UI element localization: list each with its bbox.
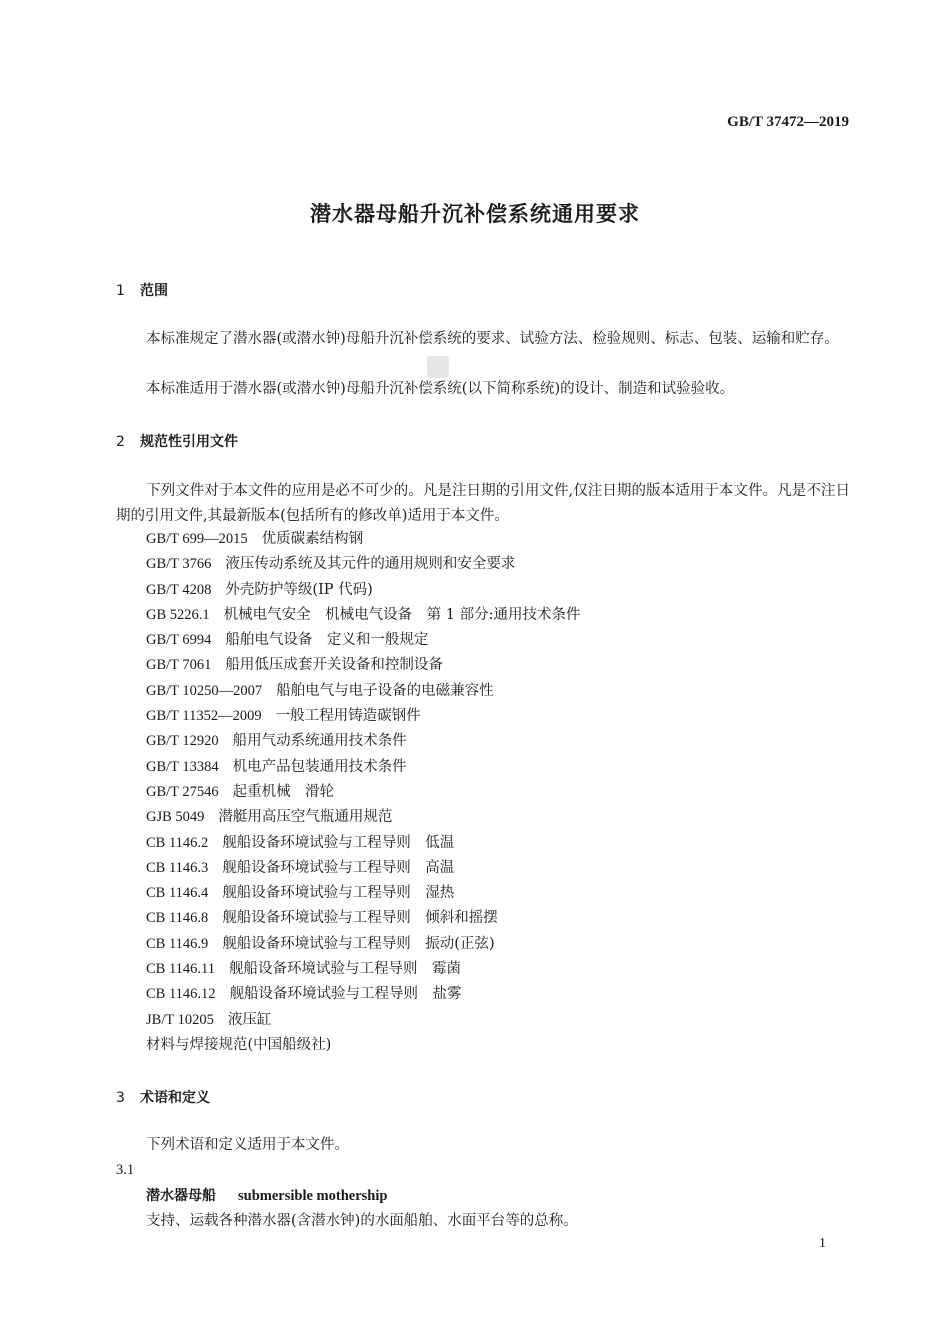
page-number: 1 xyxy=(819,1236,826,1251)
reference-item xyxy=(146,755,580,780)
reference-item xyxy=(146,780,580,805)
reference-code: GB/T 699—2015 xyxy=(146,531,248,547)
reference-code: CB 1146.3 xyxy=(146,859,209,876)
reference-item xyxy=(146,805,580,830)
reference-code: CB 1146.8 xyxy=(146,910,209,927)
reference-item xyxy=(146,957,580,982)
reference-title: 外壳防护等级(IP 代码) xyxy=(225,581,373,598)
reference-item xyxy=(146,856,580,881)
reference-title: 优质碳素结构钢 xyxy=(261,531,364,547)
term-chinese: 潜水器母船 xyxy=(146,1188,216,1204)
reference-code: CB 1146.4 xyxy=(146,885,209,902)
section-heading-scope xyxy=(116,280,168,300)
reference-item xyxy=(146,603,580,628)
reference-item xyxy=(146,932,580,957)
reference-item xyxy=(146,982,580,1007)
reference-title: 舰船设备环境试验与工程导则 振动(正弦) xyxy=(222,935,495,952)
reference-code: GB 5226.1 xyxy=(146,606,210,623)
reference-code: GB/T 4208 xyxy=(146,581,212,598)
reference-code: GJB 5049 xyxy=(146,809,205,826)
standard-code: GB/T 37472—2019 xyxy=(727,114,849,130)
term-definition: 支持、运载各种潜水器(含潜水钟)的水面船舶、水面平台等的总称。 xyxy=(146,1213,578,1229)
reference-code: CB 1146.2 xyxy=(146,834,209,851)
reference-title: 船舶电气设备 定义和一般规定 xyxy=(225,632,429,649)
reference-title: 舰船设备环境试验与工程导则 霉菌 xyxy=(229,961,462,978)
reference-title: 机械电气安全 机械电气设备 第 1 部分:通用技术条件 xyxy=(223,606,581,623)
reference-title: 舰船设备环境试验与工程导则 盐雾 xyxy=(229,986,462,1003)
section-number: 2 xyxy=(116,434,125,450)
reference-code: CB 1146.11 xyxy=(146,961,216,978)
scan-smudge xyxy=(427,356,449,378)
reference-title: 潜艇用高压空气瓶通用规范 xyxy=(218,809,393,826)
reference-code: GB/T 10250—2007 xyxy=(146,682,263,699)
reference-code: GB/T 7061 xyxy=(146,657,212,674)
reference-code: CB 1146.12 xyxy=(146,986,216,1003)
reference-item xyxy=(146,704,580,729)
reference-code: GB/T 11352—2009 xyxy=(146,708,262,725)
reference-code: GB/T 13384 xyxy=(146,758,219,775)
section-title: 范围 xyxy=(140,283,168,299)
reference-item xyxy=(146,679,580,704)
reference-title: 液压缸 xyxy=(227,1011,272,1028)
reference-item xyxy=(146,831,580,856)
reference-code: GB/T 6994 xyxy=(146,632,212,649)
reference-title: 材料与焊接规范(中国船级社) xyxy=(146,1036,332,1053)
section-title: 规范性引用文件 xyxy=(140,434,238,450)
reference-title: 舰船设备环境试验与工程导则 湿热 xyxy=(222,885,455,902)
reference-item xyxy=(146,906,580,931)
document-title: 潜水器母船升沉补偿系统通用要求 xyxy=(310,202,640,226)
reference-item xyxy=(146,653,580,678)
reference-list xyxy=(146,527,580,1058)
reference-item xyxy=(146,527,580,552)
reference-item xyxy=(146,1033,580,1058)
term-english: submersible mothership xyxy=(238,1188,388,1204)
reference-title: 液压传动系统及其元件的通用规则和安全要求 xyxy=(225,556,516,573)
reference-title: 船用低压成套开关设备和控制设备 xyxy=(225,657,443,674)
reference-item xyxy=(146,729,580,754)
reference-title: 机电产品包装通用技术条件 xyxy=(232,758,407,775)
reference-item xyxy=(146,1008,580,1033)
normative-intro: 下列文件对于本文件的应用是必不可少的。凡是注日期的引用文件,仅注日期的版本适用于本文件。凡是不注日期的引用文件,其最新版本(包括所有的修改单)适用于本文件。 xyxy=(116,483,850,524)
reference-code: CB 1146.9 xyxy=(146,935,209,952)
section-title: 术语和定义 xyxy=(140,1090,210,1106)
scope-paragraph-1: 本标准规定了潜水器(或潜水钟)母船升沉补偿系统的要求、试验方法、检验规则、标志、包装、运输和贮存。 xyxy=(146,331,839,347)
reference-title: 起重机械 滑轮 xyxy=(232,783,335,800)
reference-item xyxy=(146,881,580,906)
reference-title: 舰船设备环境试验与工程导则 高温 xyxy=(222,859,455,876)
term-entry-number: 3.1 xyxy=(116,1162,135,1178)
reference-title: 船舶电气与电子设备的电磁兼容性 xyxy=(276,682,494,699)
reference-code: GB/T 27546 xyxy=(146,783,219,800)
reference-title: 船用气动系统通用技术条件 xyxy=(232,733,407,750)
reference-code: GB/T 12920 xyxy=(146,733,219,750)
scope-paragraph-2: 本标准适用于潜水器(或潜水钟)母船升沉补偿系统(以下简称系统)的设计、制造和试验验收。 xyxy=(146,381,735,397)
reference-title: 舰船设备环境试验与工程导则 倾斜和摇摆 xyxy=(222,910,498,927)
section-heading-normative xyxy=(116,431,238,451)
terms-intro: 下列术语和定义适用于本文件。 xyxy=(146,1137,349,1153)
section-number: 3 xyxy=(116,1090,125,1106)
reference-item xyxy=(146,552,580,577)
reference-title: 一般工程用铸造碳钢件 xyxy=(275,708,421,725)
reference-code: JB/T 10205 xyxy=(146,1011,214,1028)
section-number: 1 xyxy=(116,283,125,299)
reference-title: 舰船设备环境试验与工程导则 低温 xyxy=(222,834,455,851)
reference-item xyxy=(146,628,580,653)
section-heading-terms xyxy=(116,1087,210,1107)
reference-item xyxy=(146,578,580,603)
term-heading xyxy=(146,1184,387,1209)
reference-code: GB/T 3766 xyxy=(146,556,212,573)
